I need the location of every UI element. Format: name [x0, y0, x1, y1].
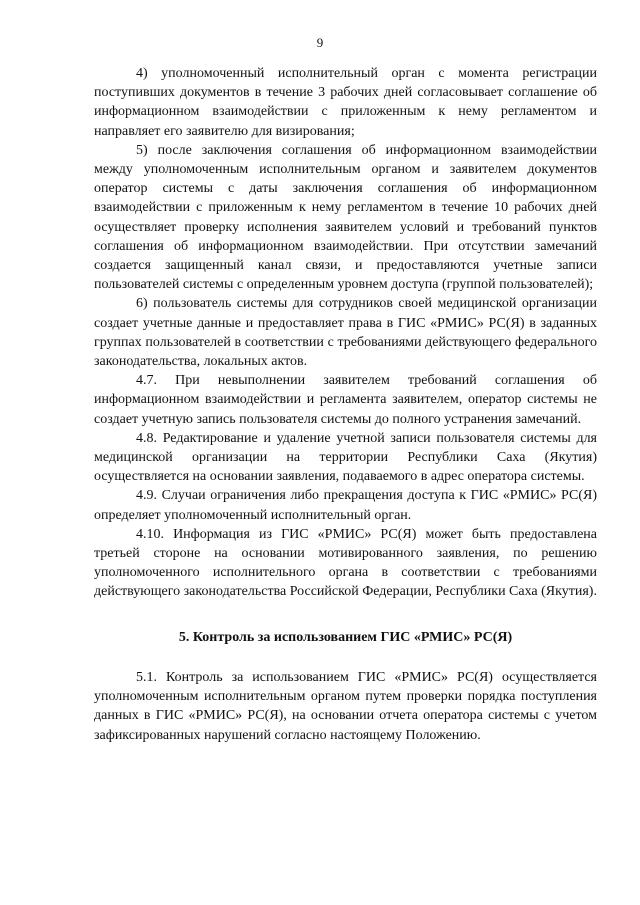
paragraph-4-7: 4.7. При невыполнении заявителем требований соглашения об информационном взаимодействии и регламента заявителем, оператор системы не создает учетную запись пользователя системы до полного устранения замечаний. [94, 373, 597, 427]
paragraph-5-1: 5.1. Контроль за использованием ГИС «РМИС» РС(Я) осуществляется уполномоченным исполнительным органом путем проверки порядка поступления данных в ГИС «РМИС» РС(Я), на основании отчета оператора системы с учетом зафиксированных нарушений согласно настоящему Положению. [94, 669, 597, 743]
document-body [94, 64, 597, 745]
paragraph-4-9: 4.9. Случаи ограничения либо прекращения доступа к ГИС «РМИС» РС(Я) определяет уполномоченный исполнительный орган. [94, 488, 597, 523]
paragraph-item-5: 5) после заключения соглашения об информационном взаимодействии между уполномоченным исполнительным органом и заявителем документов оператор системы с даты заключения соглашения об информационном взаимодействии с приложенным к нему регламентом в течение 10 рабочих дней осуществляет проверку исполнения заявителем условий и требований пунктов соглашения об информационном взаимодействии. При отсутствии замечаний создается защищенный канал связи, и предоставляются учетные записи пользователей системы с определенным уровнем доступа (группой пользователей); [94, 142, 597, 293]
page-number: 9 [316, 35, 324, 50]
paragraph-4-8: 4.8. Редактирование и удаление учетной записи пользователя системы для медицинской организации на территории Республики Саха (Якутия) осуществляется на основании заявления, подаваемого в адрес оператора системы. [94, 430, 597, 485]
paragraph-item-6: 6) пользователь системы для сотрудников своей медицинской организации создает учетные данные и предоставляет права в ГИС «РМИС» РС(Я) в заданных группах пользователей в соответствии с требованиями действующего федерального законодательства, локальных актов. [94, 296, 597, 370]
paragraph-item-4: 4) уполномоченный исполнительный орган с момента регистрации поступивших документов в течение 3 рабочих дней согласовывает соглашение об информационном взаимодействии с приложенным к нему регламентом и направляет его заявителю для визирования; [94, 66, 597, 139]
section-heading: 5. Контроль за использованием ГИС «РМИС» РС(Я) [178, 629, 513, 645]
paragraph-4-10: 4.10. Информация из ГИС «РМИС» РС(Я) может быть предоставлена третьей стороне на основании мотивированного заявления, по решению уполномоченного исполнительного органа в соответствии с требованиями действующего законодательства Российской Федерации, Республики Саха (Якутия). [94, 526, 597, 600]
